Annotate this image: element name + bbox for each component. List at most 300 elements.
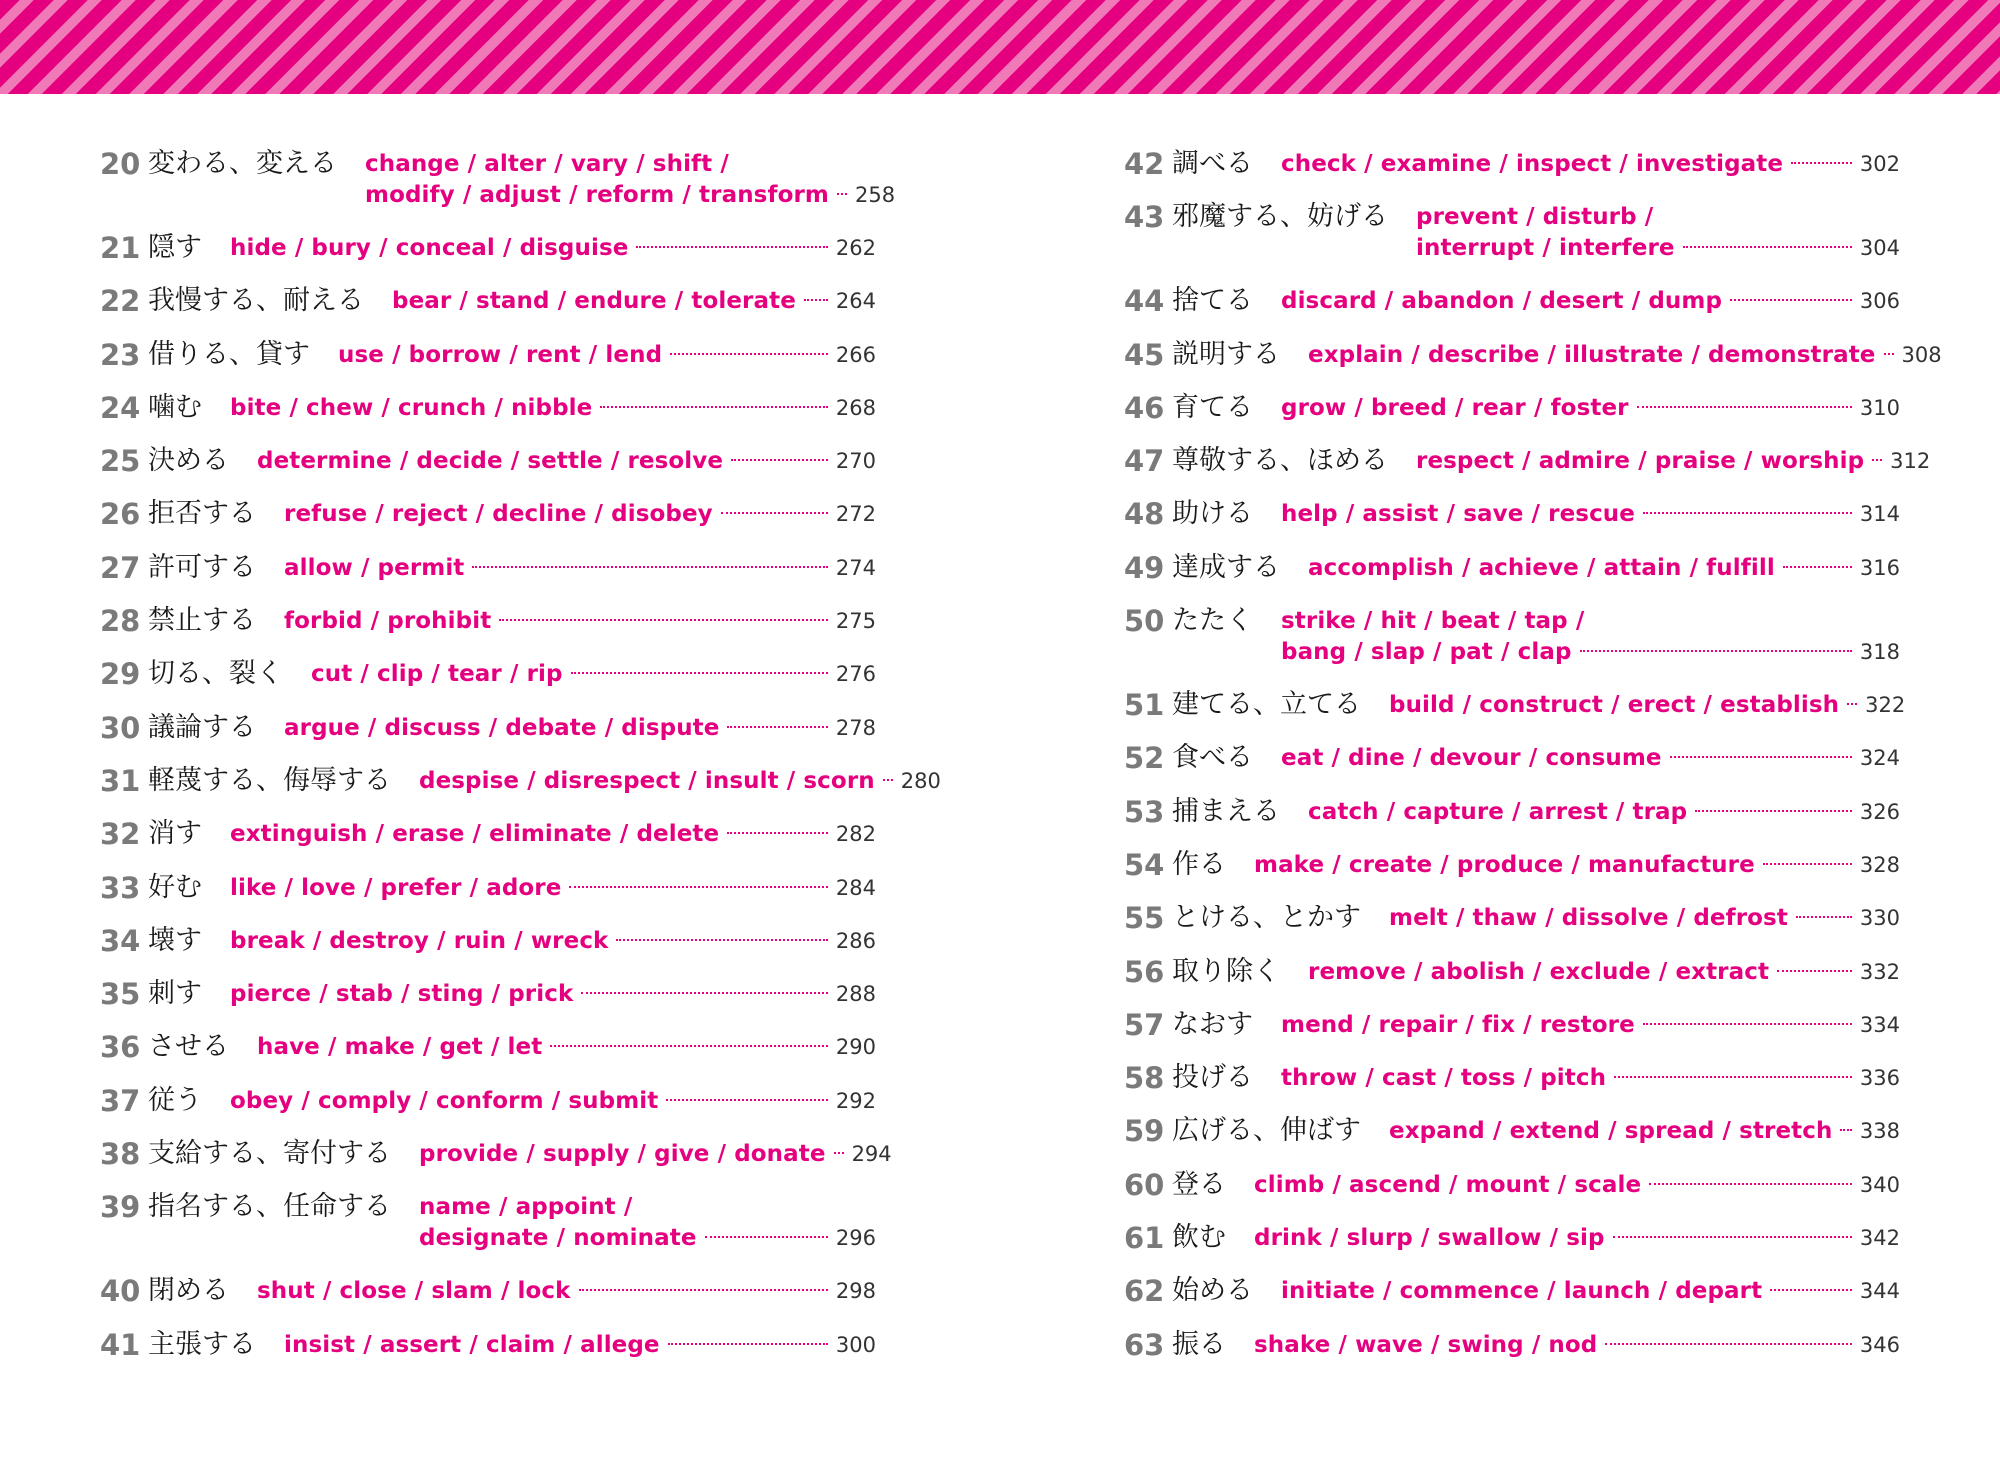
- page-number: 276: [835, 662, 876, 687]
- entry-japanese-title: 拒否する: [148, 498, 256, 530]
- toc-entry[interactable]: [1124, 685, 1906, 738]
- entry-number: 26: [100, 497, 141, 532]
- english-synonyms: insist / assert / claim / allege: [284, 1331, 660, 1358]
- page-number: 292: [835, 1088, 876, 1113]
- entry-english-words: [284, 494, 876, 530]
- english-synonyms: shut / close / slam / lock: [257, 1278, 571, 1305]
- entry-english-words: [392, 281, 876, 317]
- entry-number: 36: [100, 1030, 141, 1065]
- entry-english-words: [419, 1134, 892, 1170]
- toc-entry[interactable]: [100, 1325, 876, 1378]
- entry-japanese-title: 育てる: [1172, 391, 1253, 423]
- english-synonyms: expand / extend / spread / stretch: [1389, 1118, 1833, 1145]
- entry-japanese-title: 隠す: [148, 232, 202, 263]
- toc-entry[interactable]: [100, 1271, 876, 1324]
- toc-entry[interactable]: [100, 281, 876, 334]
- entry-word-line: [1281, 606, 1900, 637]
- entry-japanese-title: 軽蔑する、侮辱する: [148, 764, 391, 796]
- toc-entry[interactable]: [1124, 548, 1900, 601]
- english-synonyms: use / borrow / rent / lend: [338, 341, 663, 368]
- entry-word-line: [1281, 393, 1900, 424]
- english-synonyms: bear / stand / endure / tolerate: [392, 288, 796, 315]
- toc-entry[interactable]: [100, 921, 876, 974]
- entry-number: 38: [100, 1137, 141, 1172]
- entry-english-words: [1281, 1271, 1900, 1307]
- entry-word-line: [284, 553, 876, 584]
- toc-entry[interactable]: [1124, 1325, 1900, 1378]
- dotted-leader: [1783, 566, 1852, 568]
- english-synonyms: obey / comply / conform / submit: [230, 1087, 659, 1114]
- entry-word-line: [392, 286, 876, 317]
- english-synonyms: throw / cast / toss / pitch: [1281, 1065, 1607, 1092]
- english-synonyms: forbid / prohibit: [284, 608, 492, 635]
- page-number: 288: [835, 982, 876, 1007]
- entry-word-line: [230, 233, 876, 264]
- entry-word-line: [1281, 1276, 1900, 1307]
- dotted-leader: [666, 1099, 828, 1101]
- page-number: 275: [835, 609, 876, 634]
- english-synonyms: break / destroy / ruin / wreck: [230, 927, 609, 954]
- page-number: 286: [835, 928, 876, 953]
- entry-japanese-title: 従う: [148, 1084, 202, 1116]
- toc-entry[interactable]: [100, 1187, 876, 1271]
- page-number: 298: [835, 1279, 876, 1304]
- page-number: 272: [835, 502, 876, 527]
- toc-entry[interactable]: [1124, 952, 1900, 1005]
- toc-entry[interactable]: [100, 1081, 876, 1134]
- toc-entry[interactable]: [100, 228, 876, 281]
- entry-number: 50: [1124, 604, 1165, 639]
- page-number: 262: [835, 236, 876, 260]
- english-synonyms: remove / abolish / exclude / extract: [1308, 958, 1770, 985]
- entry-word-line: [1308, 957, 1900, 988]
- entry-japanese-title: 説明する: [1172, 338, 1280, 370]
- entry-number: 62: [1124, 1274, 1165, 1309]
- entry-japanese-title: 作る: [1172, 848, 1226, 880]
- entry-number: 45: [1124, 337, 1165, 372]
- entry-number: 33: [100, 870, 141, 905]
- entry-number: 54: [1124, 847, 1165, 882]
- entry-english-words: [1254, 1165, 1900, 1201]
- entry-english-words: [1416, 441, 1930, 477]
- entry-number: 48: [1124, 497, 1165, 532]
- entry-english-words: [1308, 548, 1900, 584]
- page-number: 294: [851, 1142, 892, 1167]
- toc-entry[interactable]: [100, 1134, 892, 1187]
- dotted-leader: [727, 726, 827, 728]
- entry-english-words: [257, 441, 876, 477]
- entry-english-words: [419, 761, 941, 797]
- dotted-leader: [1791, 162, 1852, 164]
- dotted-leader: [1613, 1236, 1852, 1238]
- entry-word-line: [257, 446, 876, 477]
- toc-entry[interactable]: [1124, 845, 1900, 898]
- page-number: 264: [835, 289, 876, 314]
- entry-word-line: [365, 149, 895, 180]
- toc-entry[interactable]: [1124, 388, 1900, 441]
- entry-english-words: [311, 654, 876, 690]
- entry-word-line: [1254, 1330, 1900, 1361]
- entry-number: 22: [100, 284, 141, 319]
- entry-word-line: [1389, 690, 1905, 721]
- toc-entry[interactable]: [1124, 1005, 1900, 1058]
- entry-english-words: [1281, 601, 1900, 668]
- entry-japanese-title: 捕まえる: [1172, 795, 1280, 827]
- entry-japanese-title: とける、とかす: [1172, 902, 1361, 934]
- entry-english-words: [284, 708, 876, 744]
- toc-entry[interactable]: [100, 654, 876, 707]
- toc-entry[interactable]: [1124, 898, 1900, 951]
- dotted-leader: [636, 246, 827, 248]
- english-synonyms: make / create / produce / manufacture: [1254, 851, 1755, 878]
- right-column: [1124, 144, 1942, 1378]
- entry-english-words: [1281, 1005, 1900, 1041]
- entry-japanese-title: 噛む: [148, 391, 202, 423]
- entry-word-line: [338, 340, 876, 371]
- entry-english-words: [338, 335, 876, 371]
- toc-entry[interactable]: [100, 548, 876, 601]
- entry-number: 23: [100, 337, 141, 372]
- entry-number: 24: [100, 390, 141, 425]
- entry-number: 41: [100, 1327, 141, 1362]
- english-synonyms: strike / hit / beat / tap /: [1281, 608, 1585, 635]
- entry-japanese-title: 壊す: [148, 924, 202, 956]
- page-number: 304: [1859, 236, 1900, 261]
- entry-number: 59: [1124, 1114, 1165, 1149]
- entry-word-line: [1389, 1116, 1900, 1147]
- entry-word-line: [230, 873, 876, 904]
- english-synonyms: have / make / get / let: [257, 1034, 543, 1061]
- english-synonyms: catch / capture / arrest / trap: [1308, 798, 1688, 825]
- page-number: 310: [1859, 395, 1900, 420]
- dotted-leader: [668, 1343, 828, 1345]
- entry-japanese-title: 助ける: [1172, 498, 1253, 530]
- english-synonyms: cut / clip / tear / rip: [311, 661, 563, 688]
- dotted-leader: [1796, 916, 1852, 918]
- entry-english-words: [1308, 952, 1900, 988]
- english-synonyms: refuse / reject / decline / disobey: [284, 501, 713, 528]
- entry-japanese-title: 禁止する: [148, 605, 256, 637]
- page-number: 284: [835, 875, 876, 900]
- entry-english-words: [419, 1187, 876, 1254]
- toc-entry[interactable]: [1124, 197, 1900, 281]
- toc-entry[interactable]: [100, 441, 876, 494]
- entry-english-words: [1308, 335, 1942, 371]
- toc-entry[interactable]: [1124, 601, 1900, 685]
- english-synonyms: discard / abandon / desert / dump: [1281, 288, 1723, 315]
- entry-word-line: [1281, 743, 1900, 774]
- entry-number: 34: [100, 923, 141, 958]
- entry-number: 61: [1124, 1221, 1165, 1256]
- entry-japanese-title: 達成する: [1172, 551, 1280, 583]
- toc-entry[interactable]: [1124, 738, 1900, 791]
- page-number: 312: [1890, 449, 1931, 474]
- english-synonyms: mend / repair / fix / restore: [1281, 1011, 1635, 1038]
- toc-entry[interactable]: [100, 708, 876, 761]
- dotted-leader: [472, 566, 828, 568]
- english-synonyms: pierce / stab / sting / prick: [230, 981, 574, 1008]
- english-synonyms: provide / supply / give / donate: [419, 1141, 826, 1168]
- entry-english-words: [1281, 388, 1900, 424]
- toc-entry[interactable]: [100, 761, 941, 814]
- entry-word-line: [1389, 903, 1900, 934]
- page-number: 332: [1859, 959, 1900, 984]
- dotted-leader: [1847, 703, 1857, 705]
- page-number: 314: [1859, 502, 1900, 527]
- page-number: 330: [1859, 906, 1900, 931]
- dotted-leader: [1730, 299, 1852, 301]
- page-number: 340: [1859, 1172, 1900, 1197]
- english-synonyms: like / love / prefer / adore: [230, 874, 562, 901]
- page-number: 316: [1859, 555, 1900, 580]
- entry-english-words: [1254, 1218, 1900, 1254]
- entry-word-line: [284, 713, 876, 744]
- dotted-leader: [1683, 246, 1852, 248]
- entry-english-words: [230, 814, 876, 850]
- entry-english-words: [1389, 1111, 1900, 1147]
- entry-number: 28: [100, 604, 141, 639]
- english-synonyms: explain / describe / illustrate / demonstrate: [1308, 341, 1876, 368]
- entry-number: 55: [1124, 901, 1165, 936]
- page-number: 318: [1859, 640, 1900, 665]
- entry-japanese-title: 変わる、変える: [148, 148, 337, 179]
- entry-japanese-title: 借りる、貸す: [148, 338, 310, 370]
- dotted-leader: [1580, 650, 1852, 652]
- entry-english-words: [1308, 792, 1900, 828]
- entry-number: 57: [1124, 1007, 1165, 1042]
- dotted-leader: [1840, 1129, 1851, 1131]
- toc-entry[interactable]: [1124, 1271, 1900, 1324]
- page-number: 322: [1865, 693, 1906, 718]
- entry-number: 29: [100, 657, 141, 692]
- dotted-leader: [581, 992, 828, 994]
- english-synonyms: modify / adjust / reform / transform: [365, 182, 829, 208]
- toc-entry[interactable]: [100, 1027, 876, 1080]
- english-synonyms: determine / decide / settle / resolve: [257, 448, 724, 475]
- entry-japanese-title: 取り除く: [1172, 955, 1280, 987]
- entry-english-words: [1254, 845, 1900, 881]
- english-synonyms: allow / permit: [284, 554, 465, 581]
- entry-number: 40: [100, 1274, 141, 1309]
- entry-japanese-title: 登る: [1172, 1168, 1226, 1200]
- page-number: 270: [835, 449, 876, 474]
- page-number: 290: [835, 1035, 876, 1060]
- entry-english-words: [1416, 197, 1900, 264]
- english-synonyms: hide / bury / conceal / disguise: [230, 235, 629, 261]
- entry-japanese-title: 消す: [148, 818, 202, 850]
- entry-word-line: [1254, 1170, 1900, 1201]
- english-synonyms: build / construct / erect / establish: [1389, 692, 1840, 719]
- entry-japanese-title: 議論する: [148, 711, 256, 743]
- english-synonyms: melt / thaw / dissolve / defrost: [1389, 905, 1788, 932]
- entry-japanese-title: 支給する、寄付する: [148, 1138, 391, 1170]
- page-number: 296: [835, 1226, 876, 1251]
- dotted-leader: [1649, 1183, 1852, 1185]
- dotted-leader: [1777, 970, 1852, 972]
- dotted-leader: [579, 1289, 828, 1291]
- page-number: 282: [835, 822, 876, 847]
- entry-number: 43: [1124, 200, 1165, 235]
- toc-entry[interactable]: [100, 494, 876, 547]
- entry-word-line: [284, 606, 876, 637]
- entry-number: 51: [1124, 688, 1165, 723]
- page-number: 266: [835, 342, 876, 367]
- left-column: [100, 144, 941, 1378]
- page-number: 300: [835, 1332, 876, 1357]
- toc-entry[interactable]: [100, 868, 876, 921]
- toc-entry[interactable]: [100, 974, 876, 1027]
- entry-english-words: [284, 1325, 876, 1361]
- entry-japanese-title: 食べる: [1172, 742, 1253, 774]
- entry-japanese-title: 好む: [148, 871, 202, 903]
- entry-word-line: [230, 393, 876, 424]
- entry-japanese-title: なおす: [1172, 1008, 1253, 1040]
- entry-english-words: [1281, 144, 1900, 180]
- toc-entry[interactable]: [1124, 1111, 1900, 1164]
- entry-word-line: [1281, 149, 1900, 180]
- entry-japanese-title: 閉める: [148, 1275, 229, 1307]
- dotted-leader: [883, 779, 893, 781]
- entry-number: 35: [100, 977, 141, 1012]
- english-synonyms: shake / wave / swing / nod: [1254, 1331, 1598, 1358]
- toc-entry[interactable]: [1124, 792, 1900, 845]
- entry-english-words: [230, 974, 876, 1010]
- english-synonyms: bite / chew / crunch / nibble: [230, 394, 593, 421]
- page-number: 258: [854, 183, 896, 207]
- entry-japanese-title: 刺す: [148, 978, 202, 1010]
- entry-english-words: [1281, 494, 1900, 530]
- toc-entry[interactable]: [100, 388, 876, 441]
- dotted-leader: [550, 1045, 828, 1047]
- toc-entry[interactable]: [1124, 281, 1900, 334]
- entry-word-line: [1308, 553, 1900, 584]
- dotted-leader: [1643, 512, 1852, 514]
- entry-japanese-title: 調べる: [1172, 148, 1253, 179]
- entry-word-line: [1254, 850, 1900, 881]
- entry-english-words: [1281, 738, 1900, 774]
- toc-entry[interactable]: [100, 814, 876, 867]
- entry-word-line: [230, 1086, 876, 1117]
- dotted-leader: [1643, 1023, 1852, 1025]
- page-number: 336: [1859, 1066, 1900, 1091]
- dotted-leader: [1695, 810, 1852, 812]
- entry-japanese-title: 尊敬する、ほめる: [1172, 445, 1388, 477]
- entry-japanese-title: 捨てる: [1172, 285, 1253, 317]
- page-number: 306: [1859, 289, 1900, 314]
- entry-word-line: [419, 1223, 876, 1254]
- dotted-leader: [499, 619, 828, 621]
- entry-word-line: [257, 1032, 876, 1063]
- toc-entry[interactable]: [1124, 441, 1931, 494]
- dotted-leader: [837, 193, 847, 195]
- entry-japanese-title: 我慢する、耐える: [148, 285, 364, 317]
- entry-word-line: [1281, 286, 1900, 317]
- page-number: 346: [1859, 1332, 1900, 1357]
- english-synonyms: extinguish / erase / eliminate / delete: [230, 821, 720, 848]
- page-number: 278: [835, 715, 876, 740]
- entry-word-line: [230, 819, 876, 850]
- entry-word-line: [1281, 1010, 1900, 1041]
- page-number: 338: [1859, 1119, 1900, 1144]
- toc-entry[interactable]: [1124, 335, 1942, 388]
- dotted-leader: [616, 939, 827, 941]
- entry-japanese-title: 邪魔する、妨げる: [1172, 201, 1388, 233]
- entry-japanese-title: 指名する、任命する: [148, 1191, 391, 1223]
- dotted-leader: [569, 886, 827, 888]
- entry-word-line: [419, 1192, 876, 1223]
- dotted-leader: [1770, 1289, 1852, 1291]
- entry-number: 39: [100, 1190, 141, 1225]
- toc-entry[interactable]: [100, 335, 876, 388]
- entry-number: 32: [100, 817, 141, 852]
- toc-entry[interactable]: [100, 144, 896, 228]
- english-synonyms: eat / dine / devour / consume: [1281, 745, 1662, 772]
- striped-header-banner: [0, 0, 2000, 94]
- entry-number: 60: [1124, 1167, 1165, 1202]
- entry-number: 63: [1124, 1327, 1165, 1362]
- dotted-leader: [727, 832, 828, 834]
- toc-entry[interactable]: [1124, 1165, 1900, 1218]
- entry-japanese-title: 振る: [1172, 1328, 1226, 1360]
- toc-entry[interactable]: [1124, 1058, 1900, 1111]
- toc-entry[interactable]: [1124, 494, 1900, 547]
- entry-number: 46: [1124, 390, 1165, 425]
- entry-word-line: [1281, 637, 1900, 668]
- entry-word-line: [419, 1139, 892, 1170]
- dotted-leader: [834, 1152, 844, 1154]
- entry-english-words: [1389, 685, 1905, 721]
- entry-english-words: [1281, 281, 1900, 317]
- english-synonyms: initiate / commence / launch / depart: [1281, 1278, 1763, 1305]
- entry-word-line: [1416, 446, 1930, 477]
- page-number: 302: [1859, 152, 1900, 176]
- entry-word-line: [311, 659, 876, 690]
- dotted-leader: [1763, 863, 1852, 865]
- entry-number: 20: [100, 147, 141, 181]
- entry-english-words: [230, 228, 876, 264]
- entry-word-line: [1308, 340, 1942, 371]
- toc-entry[interactable]: [1124, 144, 1900, 197]
- english-synonyms: designate / nominate: [419, 1225, 697, 1252]
- toc-entry[interactable]: [100, 601, 876, 654]
- entry-word-line: [230, 979, 876, 1010]
- entry-number: 25: [100, 444, 141, 479]
- page-number: 308: [1901, 342, 1942, 367]
- dotted-leader: [1605, 1343, 1852, 1345]
- entry-english-words: [230, 921, 876, 957]
- page-number: 326: [1859, 799, 1900, 824]
- page-number: 274: [835, 555, 876, 580]
- dotted-leader: [600, 406, 828, 408]
- dotted-leader: [1884, 353, 1894, 355]
- page-number: 328: [1859, 852, 1900, 877]
- entry-word-line: [284, 1330, 876, 1361]
- entry-number: 47: [1124, 444, 1165, 479]
- page-number: 268: [835, 395, 876, 420]
- entry-number: 58: [1124, 1061, 1165, 1096]
- toc-entry[interactable]: [1124, 1218, 1900, 1271]
- entry-japanese-title: 投げる: [1172, 1062, 1253, 1094]
- english-synonyms: drink / slurp / swallow / sip: [1254, 1225, 1605, 1252]
- english-synonyms: change / alter / vary / shift /: [365, 151, 729, 177]
- entry-english-words: [230, 1081, 876, 1117]
- english-synonyms: check / examine / inspect / investigate: [1281, 151, 1784, 177]
- entry-word-line: [257, 1276, 876, 1307]
- english-synonyms: climb / ascend / mount / scale: [1254, 1171, 1642, 1198]
- entry-japanese-title: 許可する: [148, 551, 256, 583]
- entry-japanese-title: 飲む: [1172, 1222, 1226, 1254]
- page-number: 342: [1859, 1226, 1900, 1251]
